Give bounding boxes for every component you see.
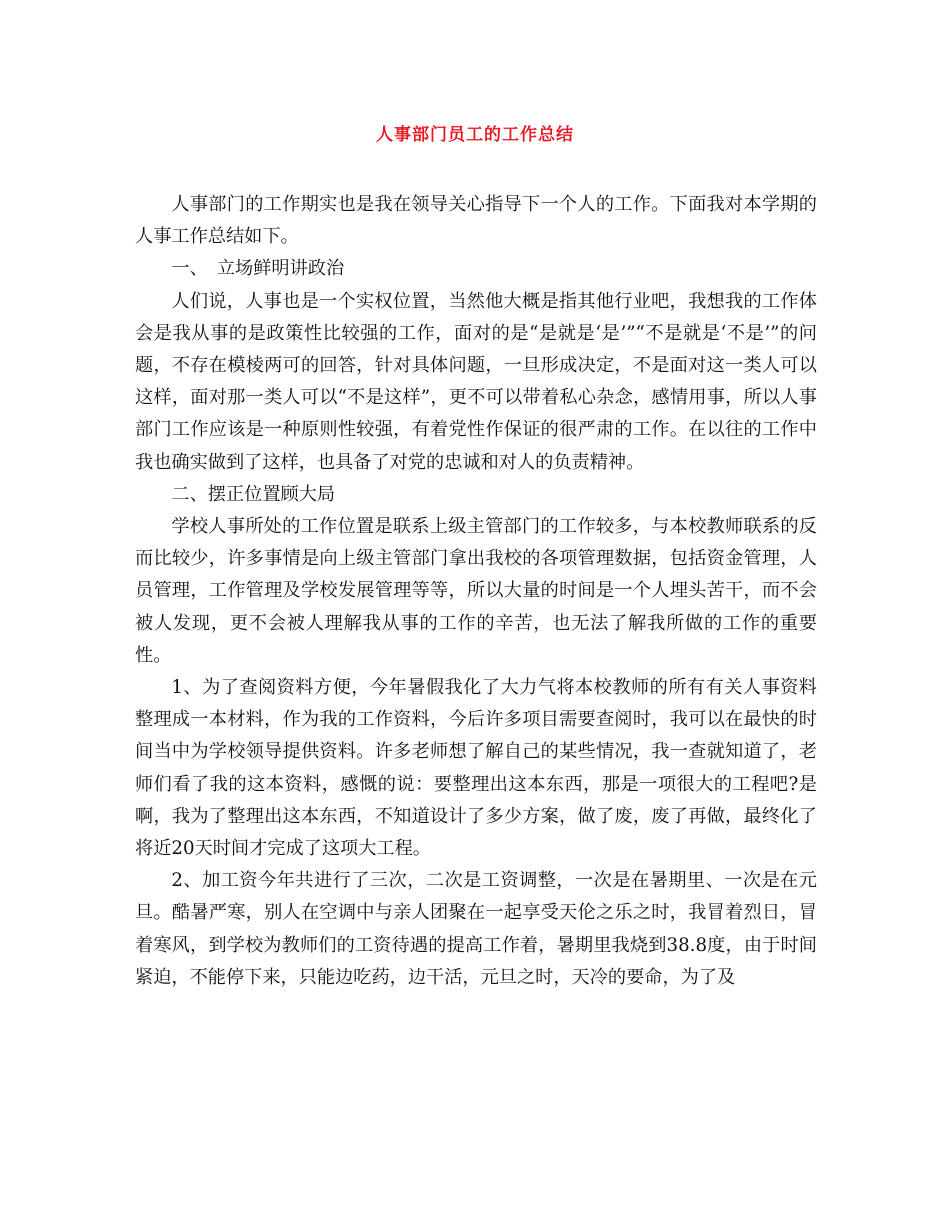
paragraph-intro: 人事部门的工作期实也是我在领导关心指导下一个人的工作。下面我对本学期的人事工作总结如下。 — [135, 194, 817, 248]
document-title: 人事部门员工的工作总结 — [376, 125, 574, 145]
paragraph-position: 学校人事所处的工作位置是联系上级主管部门的工作较多，与本校教师联系的反而比较少，许多事情是向上级主管部门拿出我校的各项管理数据，包括资金管理，人员管理，工作管理及学校发展管理等等，所以大量的时间是一个人埋头苦干，而不会被人发现，更不会被人理解我从事的工作的辛苦，也无法了解我所做的工作的重要性。 — [135, 516, 817, 666]
paragraph-item-1: 1、为了查阅资料方便，今年暑假我化了大力气将本校教师的所有有关人事资料整理成一本材料，作为我的工作资料，今后许多项目需要查阅时，我可以在最快的时间当中为学校领导提供资料。许多老师想了解自己的某些情况，我一查就知道了，老师们看了我的这本资料，感慨的说：要整理出这本东西，那是一项很大的工程吧?是啊，我为了整理出这本东西，不知道设计了多少方案，做了废，废了再做，最终化了将近20天时间才完成了这项大工程。 — [135, 677, 817, 860]
paragraph-item-2: 2、加工资今年共进行了三次，二次是工资调整，一次是在暑期里、一次是在元旦。酷暑严寒，别人在空调中与亲人团聚在一起享受天伦之乐之时，我冒着烈日，冒着寒风，到学校为教师们的工资待遇的提高工作着，暑期里我烧到38.8度，由于时间紧迫，不能停下来，只能边吃药，边干活，元旦之时，天冷的要命，为了及 — [135, 870, 817, 988]
document-body — [135, 189, 817, 994]
section-heading-2: 二、摆正位置顾大局 — [171, 483, 336, 505]
paragraph-politics: 人们说，人事也是一个实权位置，当然他大概是指其他行业吧，我想我的工作体会是我从事的是政策性比较强的工作，面对的是“是就是‘是’”“不是就是‘不是’”的问题，不存在模棱两可的回答，针对具体问题，一旦形成决定，不是面对这一类人可以这样，面对那一类人可以“不是这样”，更不可以带着私心杂念，感情用事，所以人事部门工作应该是一种原则性较强，有着党性作保证的很严肃的工作。在以往的工作中我也确实做到了这样，也具备了对党的忠诚和对人的负责精神。 — [135, 290, 817, 473]
section-heading-1: 一、 立场鲜明讲政治 — [171, 258, 345, 280]
